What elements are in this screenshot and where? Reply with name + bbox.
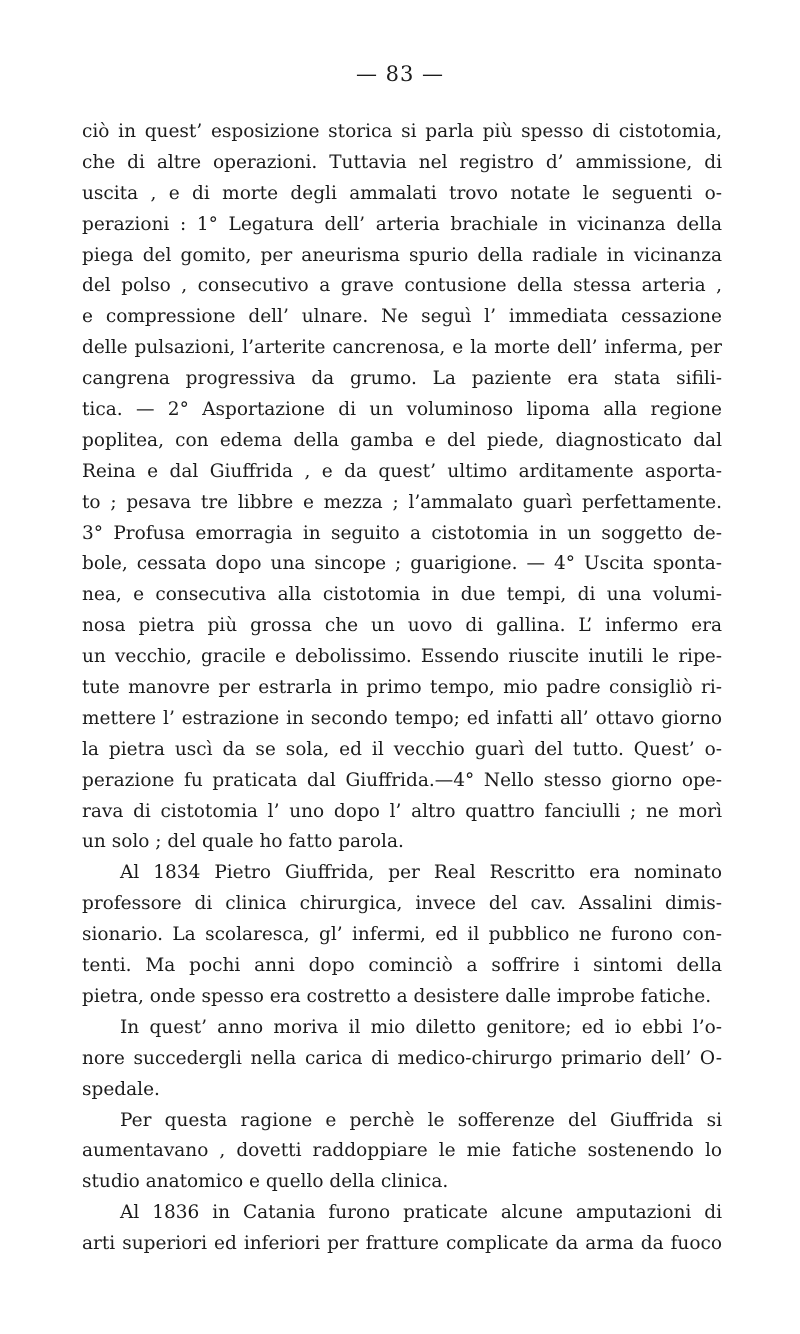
text-line: sionario. La scolaresca, gl’ infermi, ed il pubblico ne furono con- [82,924,722,946]
text-line: delle pulsazioni, l’arterite cancrenosa, e la morte dell’ inferma, per [82,337,722,359]
text-line: nea, e consecutiva alla cistotomia in due tempi, di una volumi- [82,584,722,606]
text-line: perazione fu praticata dal Giuffrida.—4° Nello stesso giorno ope- [82,769,722,791]
text-line: pietra, onde spesso era costretto a desistere dalle improbe fatiche. [82,985,712,1007]
text-line: ciò in quest’ esposizione storica si parla più spesso di cistotomia, [82,121,722,142]
text-line: mettere l’ estrazione in secondo tempo; ed infatti all’ ottavo giorno [82,707,722,729]
text-line: piega del gomito, per aneurisma spurio della radiale in vicinanza [82,244,722,266]
text-line: tute manovre per estrarla in primo tempo, mio padre consigliò ri- [82,677,722,699]
text-line: bole, cessata dopo una sincope ; guarigione. — 4° Uscita sponta- [82,553,722,575]
text-line: professore di clinica chirurgica, invece del cav. Assalini dimis- [82,893,722,915]
text-line: un vecchio, gracile e debolissimo. Essendo riuscite inutili le ripe- [82,646,722,668]
text-line: arti superiori ed inferiori per fratture complicate da arma da fuoco [82,1233,722,1255]
text-line: nosa pietra più grossa che un uovo di gallina. L’ infermo era [82,615,722,637]
text-line: spedale. [82,1078,160,1100]
text-line: e compressione dell’ ulnare. Ne seguì l’ immediata cessazione [82,306,722,328]
text-line: 3° Profusa emorragia in seguito a cistotomia in un soggetto de- [82,522,722,544]
text-line: aumentavano , dovetti raddoppiare le mie fatiche sostenendo lo [82,1140,722,1162]
text-line: In quest’ anno moriva il mio diletto genitore; ed io ebbi l’o- [120,1016,722,1038]
text-line: poplitea, con edema della gamba e del piede, diagnosticato dal [82,429,722,451]
page-number: — 83 — [355,62,445,86]
text-line: un solo ; del quale ho fatto parola. [82,831,404,853]
text-line: del polso , consecutivo a grave contusione della stessa arteria , [82,275,722,297]
text-line: uscita , e di morte degli ammalati trovo notate le seguenti o- [82,182,722,204]
text-line: Al 1836 in Catania furono praticate alcune amputazioni di [120,1202,722,1224]
text-line: tica. — 2° Asportazione di un voluminoso lipoma alla regione [82,399,722,421]
text-line: cangrena progressiva da grumo. La paziente era stata sifili- [82,368,722,390]
text-line: che di altre operazioni. Tuttavia nel registro d’ ammissione, di [82,151,722,173]
text-line: rava di cistotomia l’ uno dopo l’ altro quattro fanciulli ; ne morì [82,800,722,822]
body-text [82,117,722,1260]
text-line: to ; pesava tre libbre e mezza ; l’ammalato guarì perfettamente. [82,491,722,513]
text-line: tenti. Ma pochi anni dopo cominciò a soffrire i sintomi della [82,955,722,977]
text-line: la pietra uscì da se sola, ed il vecchio guarì del tutto. Quest’ o- [82,738,722,760]
text-line: Al 1834 Pietro Giuffrida, per Real Rescritto era nominato [120,862,722,884]
text-line: perazioni : 1° Legatura dell’ arteria brachiale in vicinanza della [82,213,722,235]
text-line: studio anatomico e quello della clinica. [82,1171,449,1193]
text-line: nore succedergli nella carica di medico-chirurgo primario dell’ O- [82,1047,722,1069]
text-line: Reina e dal Giuffrida , e da quest’ ultimo arditamente asporta- [82,460,722,482]
text-line: Per questa ragione e perchè le sofferenze del Giuffrida si [120,1109,722,1131]
